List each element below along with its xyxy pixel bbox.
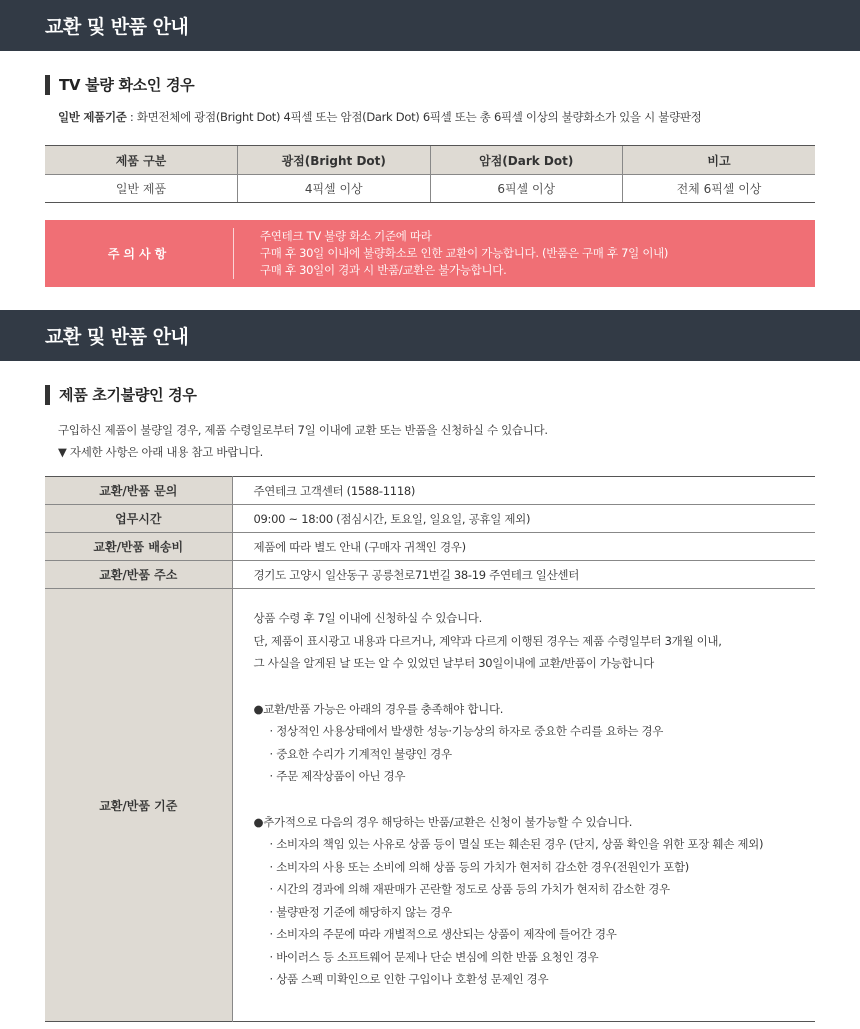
- standard-label: 일반 제품기준: [58, 110, 127, 124]
- notice-box: [45, 220, 815, 287]
- table-header: 비고: [623, 146, 816, 175]
- list-item: · 시간의 경과에 의해 재판매가 곤란할 정도로 상품 등의 가치가 현저히 감소한 경우: [269, 882, 670, 896]
- subhead-title: 제품 초기불량인 경우: [59, 386, 197, 404]
- table-header: 암점(Dark Dot): [430, 146, 623, 175]
- row-label: 교환/반품 문의: [45, 477, 232, 505]
- list-item: · 바이러스 등 소프트웨어 문제나 단순 변심에 의한 반품 요청인 경우: [269, 949, 599, 964]
- table-row: [45, 533, 815, 561]
- list-item: · 주문 제작상품이 아닌 경우: [269, 769, 406, 783]
- section1-banner: 교환 및 반품 안내: [0, 0, 860, 51]
- subhead-bar: [45, 385, 50, 405]
- notice-label: 주의사항: [107, 247, 171, 261]
- row-value: 09:00 ~ 18:00 (점심시간, 토요일, 일요일, 공휴일 제외): [232, 505, 815, 533]
- table-cell: 6픽셀 이상: [430, 175, 623, 203]
- criteria-content: [232, 589, 815, 1022]
- standard-line: [58, 109, 860, 125]
- row-value: 제품에 따라 별도 안내 (구매자 귀책인 경우): [232, 533, 815, 561]
- list-item: · 정상적인 사용상태에서 발생한 성능·기능상의 하자로 중요한 수리를 요하는 경우: [269, 724, 664, 738]
- section1-subhead: [45, 74, 860, 95]
- table-cell: 4픽셀 이상: [238, 175, 431, 203]
- notice-line: 구매 후 30일이 경과 시 반품/교환은 불가능합니다.: [260, 263, 507, 277]
- row-label: 교환/반품 주소: [45, 561, 232, 589]
- standard-text: : 화면전체에 광점(Bright Dot) 4픽셀 또는 암점(Dark Dot) 6픽셀 또는 총 6픽셀 이상의 불량화소가 있을 시 불량판정: [126, 110, 702, 124]
- list-item: · 불량판정 기준에 해당하지 않는 경우: [269, 904, 452, 919]
- intro-line: 구입하신 제품이 불량일 경우, 제품 수령일로부터 7일 이내에 교환 또는 반품을 신청하실 수 있습니다.: [58, 423, 548, 437]
- row-value: 경기도 고양시 일산동구 공릉천로71번길 38-19 주연테크 일산센터: [232, 561, 815, 589]
- criteria-para: 단, 제품이 표시광고 내용과 다르거나, 계약과 다르게 이행된 경우는 제품 수령일부터 3개월 이내,: [253, 633, 722, 648]
- table-cell: 전체 6픽셀 이상: [623, 175, 816, 203]
- intro-line: ▼ 자세한 사항은 아래 내용 참고 바랍니다.: [58, 445, 263, 459]
- subhead-title: TV 불량 화소인 경우: [59, 76, 195, 94]
- row-label: 업무시간: [45, 505, 232, 533]
- row-value: 주연테크 고객센터 (1588-1118): [232, 477, 815, 505]
- table-row: [45, 175, 815, 203]
- table-header: 광점(Bright Dot): [238, 146, 431, 175]
- list-item: · 중요한 수리가 기계적인 불량인 경우: [269, 746, 452, 761]
- criteria-label: 교환/반품 기준: [45, 589, 232, 1022]
- return-info-table: [45, 476, 815, 1022]
- table-header-row: [45, 146, 815, 175]
- list-item: · 소비자의 사용 또는 소비에 의해 상품 등의 가치가 현저히 감소한 경우(전원인가 포함): [269, 859, 689, 874]
- criteria-para: 그 사실을 알게된 날 또는 알 수 있었던 날부터 30일이내에 교환/반품이 가능합니다: [253, 656, 654, 670]
- row-label: 교환/반품 배송비: [45, 533, 232, 561]
- notice-lines: [234, 228, 668, 279]
- section2-banner: 교환 및 반품 안내: [0, 310, 860, 361]
- pixel-table: [45, 145, 815, 203]
- criteria-row: [45, 589, 815, 1022]
- impossible-title: ●추가적으로 다음의 경우 해당하는 반품/교환은 신청이 불가능할 수 있습니다.: [253, 814, 633, 829]
- table-header: 제품 구분: [45, 146, 238, 175]
- table-cell: 일반 제품: [45, 175, 238, 203]
- section2-subhead: [45, 384, 860, 405]
- table-row: [45, 505, 815, 533]
- table-row: [45, 561, 815, 589]
- table-row: [45, 477, 815, 505]
- subhead-bar: [45, 75, 50, 95]
- possible-title: ●교환/반품 가능은 아래의 경우를 충족해야 합니다.: [253, 701, 504, 716]
- list-item: · 소비자의 주문에 따라 개별적으로 생산되는 상품이 제작에 들어간 경우: [269, 927, 617, 941]
- notice-line: 주연테크 TV 불량 화소 기준에 따라: [260, 229, 432, 243]
- criteria-para: 상품 수령 후 7일 이내에 신청하실 수 있습니다.: [253, 611, 482, 625]
- notice-line: 구매 후 30일 이내에 불량화소로 인한 교환이 가능합니다. (반품은 구매 후 7일 이내): [260, 246, 669, 260]
- list-item: · 소비자의 책임 있는 사유로 상품 등이 멸실 또는 훼손된 경우 (단지, 상품 확인을 위한 포장 훼손 제외): [269, 837, 764, 851]
- list-item: · 상품 스펙 미확인으로 인한 구입이나 호환성 문제인 경우: [269, 972, 549, 986]
- intro-text: [58, 419, 860, 463]
